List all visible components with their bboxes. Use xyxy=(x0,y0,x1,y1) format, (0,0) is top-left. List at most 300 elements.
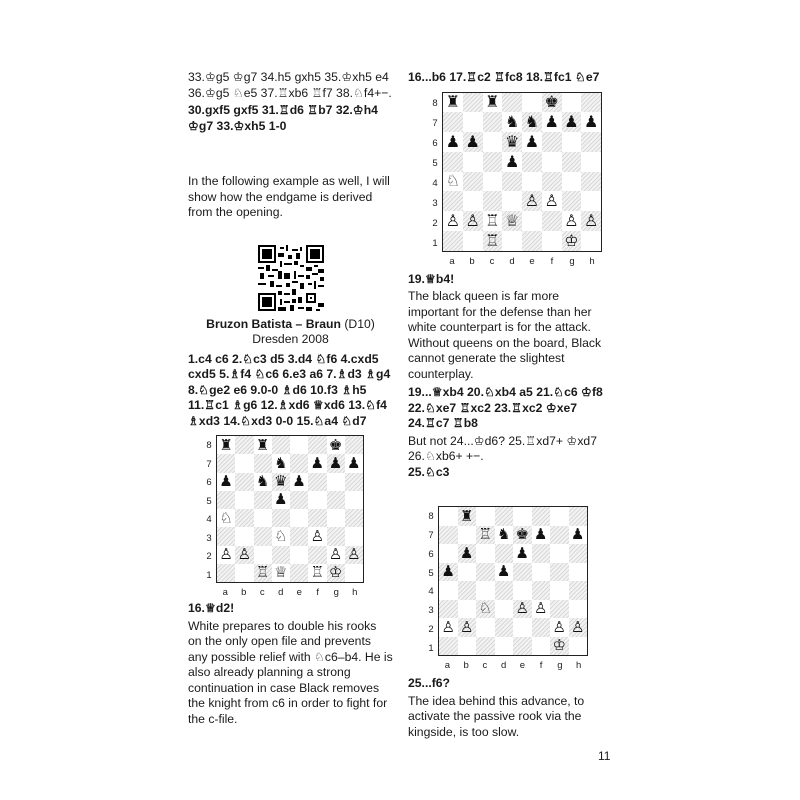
square-f6 xyxy=(542,132,562,152)
square-a8 xyxy=(217,436,235,454)
square-b8 xyxy=(463,93,483,113)
square-a5 xyxy=(443,152,463,172)
file-label: d xyxy=(500,660,507,671)
square-g5 xyxy=(327,491,345,509)
square-g5 xyxy=(562,152,582,172)
square-h4 xyxy=(581,172,601,192)
chess-piece: ♟ xyxy=(504,151,520,171)
rank-label: 8 xyxy=(428,511,434,523)
square-f7 xyxy=(308,454,326,472)
square-a3 xyxy=(443,191,463,211)
chess-piece: ♟ xyxy=(460,543,474,562)
square-e3 xyxy=(522,191,542,211)
square-h7 xyxy=(345,454,363,472)
square-a6 xyxy=(217,473,235,491)
square-a1 xyxy=(217,564,235,582)
file-label: e xyxy=(296,587,302,598)
square-c2 xyxy=(483,211,503,231)
square-h6 xyxy=(345,473,363,491)
square-g3 xyxy=(562,191,582,211)
file-label: h xyxy=(589,255,595,267)
square-a5 xyxy=(439,563,458,582)
square-e6 xyxy=(513,544,532,563)
square-g3 xyxy=(327,527,345,545)
chess-piece: ♙ xyxy=(310,526,325,545)
file-label: b xyxy=(241,587,247,598)
square-h3 xyxy=(569,600,588,619)
chess-piece: ♚ xyxy=(515,525,529,544)
square-f3 xyxy=(532,600,551,619)
square-g3 xyxy=(550,600,569,619)
file-label: c xyxy=(489,255,495,267)
square-b4 xyxy=(463,172,483,192)
rank-label: 2 xyxy=(428,623,434,635)
square-d6 xyxy=(272,473,290,491)
square-e2 xyxy=(513,618,532,637)
game-event: Dresden 2008 xyxy=(252,332,329,346)
square-a8 xyxy=(439,507,458,526)
square-d1 xyxy=(272,564,290,582)
moves-16-black: 16...b6 17.♖c2 ♖fc8 18.♖fc1 ♘e7 xyxy=(408,70,600,84)
square-h3 xyxy=(581,191,601,211)
square-a7 xyxy=(217,454,235,472)
square-d8 xyxy=(502,93,522,113)
square-h5 xyxy=(581,152,601,172)
chess-piece: ♟ xyxy=(524,131,540,151)
square-a4 xyxy=(217,509,235,527)
square-g2 xyxy=(550,618,569,637)
square-e8 xyxy=(290,436,308,454)
square-d6 xyxy=(502,132,522,152)
rank-label: 7 xyxy=(206,458,212,470)
intro-paragraph: In the following example as well, I will show how the endgame is derived from the opening. xyxy=(188,174,390,219)
rank-label: 8 xyxy=(432,97,438,109)
square-b5 xyxy=(458,563,477,582)
square-g5 xyxy=(550,563,569,582)
square-a2 xyxy=(439,618,458,637)
square-d4 xyxy=(502,172,522,192)
square-b2 xyxy=(235,546,253,564)
rank-label: 5 xyxy=(206,495,212,507)
square-d1 xyxy=(495,637,514,656)
moves-game-end: 30.gxf5 gxf5 31.♖d6 ♖b7 32.♔h4 ♔g7 33.♔xh5 1-0 xyxy=(188,103,378,133)
square-f6 xyxy=(532,544,551,563)
square-a3 xyxy=(439,600,458,619)
square-f7 xyxy=(542,112,562,132)
square-e7 xyxy=(290,454,308,472)
chess-diagram-1 xyxy=(188,435,393,597)
square-h6 xyxy=(569,544,588,563)
chess-piece: ♟ xyxy=(497,562,511,581)
file-label: c xyxy=(482,660,488,671)
chess-piece: ♖ xyxy=(310,563,325,582)
chess-piece: ♙ xyxy=(328,545,343,564)
chess-piece: ♖ xyxy=(485,230,500,250)
rank-label: 6 xyxy=(206,477,212,489)
rank-label: 1 xyxy=(428,642,434,654)
square-d5 xyxy=(272,491,290,509)
moves-continuation: 33.♔g5 ♔g7 34.h5 gxh5 35.♔xh5 e4 36.♔g5 ♘e5 37.♖xb6 ♖f7 38.♘f4+−. xyxy=(188,70,392,100)
square-h1 xyxy=(569,637,588,656)
square-c4 xyxy=(476,581,495,600)
chess-piece: ♜ xyxy=(460,506,474,525)
square-b3 xyxy=(463,191,483,211)
square-b2 xyxy=(458,618,477,637)
square-d6 xyxy=(495,544,514,563)
square-e1 xyxy=(522,231,542,251)
square-c7 xyxy=(483,112,503,132)
chess-piece: ♟ xyxy=(347,453,361,472)
square-e8 xyxy=(513,507,532,526)
chess-piece: ♟ xyxy=(445,131,461,151)
square-h8 xyxy=(569,507,588,526)
rank-label: 5 xyxy=(428,567,434,579)
square-f8 xyxy=(542,93,562,113)
square-c3 xyxy=(254,527,272,545)
square-g2 xyxy=(327,546,345,564)
chess-piece: ♙ xyxy=(347,545,361,564)
square-b1 xyxy=(463,231,483,251)
page-number: 11 xyxy=(598,749,611,763)
square-c7 xyxy=(254,454,272,472)
square-g4 xyxy=(550,581,569,600)
square-e3 xyxy=(290,527,308,545)
chess-piece: ♟ xyxy=(465,131,480,151)
square-e8 xyxy=(522,93,542,113)
file-label: g xyxy=(557,660,563,671)
square-e5 xyxy=(522,152,542,172)
square-b7 xyxy=(458,526,477,545)
square-f5 xyxy=(308,491,326,509)
chess-piece: ♖ xyxy=(255,563,270,582)
square-e5 xyxy=(513,563,532,582)
square-h6 xyxy=(581,132,601,152)
chessboard xyxy=(216,435,364,583)
square-c6 xyxy=(254,473,272,491)
rank-label: 4 xyxy=(206,514,212,526)
square-e6 xyxy=(522,132,542,152)
square-d2 xyxy=(272,546,290,564)
square-a1 xyxy=(443,231,463,251)
move-19: 19.♕b4! xyxy=(408,271,455,286)
chess-piece: ♘ xyxy=(445,171,461,191)
chess-piece: ♙ xyxy=(460,617,474,636)
rank-label: 6 xyxy=(432,137,438,149)
move-16: 16.♕d2! xyxy=(188,601,235,615)
chess-piece: ♙ xyxy=(445,210,461,230)
chess-piece: ♟ xyxy=(515,543,529,562)
rank-label: 3 xyxy=(428,605,434,617)
square-d2 xyxy=(495,618,514,637)
square-d3 xyxy=(502,191,522,211)
square-g8 xyxy=(327,436,345,454)
chess-piece: ♞ xyxy=(274,453,288,472)
rank-label: 8 xyxy=(206,440,212,452)
square-d4 xyxy=(495,581,514,600)
square-a7 xyxy=(443,112,463,132)
square-e7 xyxy=(513,526,532,545)
square-d8 xyxy=(272,436,290,454)
square-c6 xyxy=(476,544,495,563)
chess-piece: ♙ xyxy=(534,599,548,618)
chess-piece: ♙ xyxy=(564,210,579,230)
square-f5 xyxy=(542,152,562,172)
square-b7 xyxy=(463,112,483,132)
square-d1 xyxy=(502,231,522,251)
square-a7 xyxy=(439,526,458,545)
square-d2 xyxy=(502,211,522,231)
file-label: f xyxy=(316,587,320,598)
rank-label: 4 xyxy=(428,586,434,598)
file-label: f xyxy=(550,255,554,267)
square-a8 xyxy=(443,93,463,113)
square-h8 xyxy=(345,436,363,454)
file-label: g xyxy=(333,587,339,598)
square-h5 xyxy=(569,563,588,582)
square-f1 xyxy=(542,231,562,251)
square-g7 xyxy=(562,112,582,132)
square-b5 xyxy=(463,152,483,172)
square-b6 xyxy=(235,473,253,491)
file-label: a xyxy=(449,255,455,267)
square-c8 xyxy=(483,93,503,113)
left-column xyxy=(188,70,393,727)
square-b5 xyxy=(235,491,253,509)
chess-piece: ♟ xyxy=(583,112,599,132)
square-g1 xyxy=(327,564,345,582)
square-b4 xyxy=(235,509,253,527)
rank-label: 1 xyxy=(432,237,438,249)
square-c1 xyxy=(476,637,495,656)
square-a3 xyxy=(217,527,235,545)
square-d5 xyxy=(502,152,522,172)
square-a2 xyxy=(217,546,235,564)
square-h3 xyxy=(345,527,363,545)
square-a5 xyxy=(217,491,235,509)
chess-piece: ♜ xyxy=(485,92,500,112)
square-d3 xyxy=(495,600,514,619)
chess-piece: ♙ xyxy=(219,545,233,564)
moves-main-line: 1.c4 c6 2.♘c3 d5 3.d4 ♘f6 4.cxd5 cxd5 5.♗f4 ♘c6 6.e3 a6 7.♗d3 ♗g4 8.♘ge2 e6 9.0-0 ♗d6 10.f3 ♗h5 11.♖c1 ♗g6 12.♗xd6 ♕xd6 13.♘f4 ♗xd3 14.♘xd3 0-0 15.♘a4 ♘d7 xyxy=(188,351,391,428)
square-c7 xyxy=(476,526,495,545)
square-f1 xyxy=(308,564,326,582)
chess-piece: ♜ xyxy=(219,435,233,454)
square-g7 xyxy=(550,526,569,545)
square-c2 xyxy=(476,618,495,637)
square-h2 xyxy=(345,546,363,564)
square-e2 xyxy=(290,546,308,564)
square-g4 xyxy=(562,172,582,192)
chess-piece: ♟ xyxy=(328,453,343,472)
square-f7 xyxy=(532,526,551,545)
square-d7 xyxy=(495,526,514,545)
square-g4 xyxy=(327,509,345,527)
comment-16: White prepares to double his rooks on the only open file and prevents any possible relief with ♘c6–b4. He is also already planning a strong continuation in case Black removes the knight from c6 in order to fight for the c-file. xyxy=(188,618,393,726)
file-label: e xyxy=(519,660,526,671)
rank-label: 2 xyxy=(206,551,212,563)
file-label: g xyxy=(569,255,575,267)
rank-label: 7 xyxy=(432,117,438,129)
right-column xyxy=(408,70,613,740)
square-a4 xyxy=(443,172,463,192)
game-players: Bruzon Batista – Braun xyxy=(206,316,341,331)
chess-piece: ♛ xyxy=(504,131,520,151)
square-c8 xyxy=(476,507,495,526)
rank-label: 2 xyxy=(432,217,438,229)
chess-piece: ♟ xyxy=(292,472,306,491)
file-label: a xyxy=(444,660,451,671)
square-h4 xyxy=(569,581,588,600)
chess-piece: ♙ xyxy=(571,617,585,636)
square-b3 xyxy=(235,527,253,545)
chess-diagram-3 xyxy=(408,506,613,672)
square-d5 xyxy=(495,563,514,582)
chess-piece: ♕ xyxy=(504,210,520,230)
chess-piece: ♟ xyxy=(544,112,559,132)
square-c4 xyxy=(254,509,272,527)
chess-piece: ♘ xyxy=(219,508,233,527)
chess-piece: ♘ xyxy=(478,599,492,618)
square-e6 xyxy=(290,473,308,491)
square-h4 xyxy=(345,509,363,527)
square-e7 xyxy=(522,112,542,132)
file-label: b xyxy=(469,255,475,267)
square-h7 xyxy=(581,112,601,132)
square-d7 xyxy=(272,454,290,472)
file-label: h xyxy=(575,660,582,671)
square-b8 xyxy=(235,436,253,454)
square-c1 xyxy=(254,564,272,582)
square-h1 xyxy=(345,564,363,582)
chessboard xyxy=(438,506,588,656)
square-b1 xyxy=(458,637,477,656)
chess-piece: ♙ xyxy=(583,210,599,230)
rank-label: 3 xyxy=(206,532,212,544)
square-h2 xyxy=(581,211,601,231)
square-b1 xyxy=(235,564,253,582)
square-e4 xyxy=(513,581,532,600)
chess-piece: ♔ xyxy=(328,563,343,582)
square-b3 xyxy=(458,600,477,619)
square-g1 xyxy=(550,637,569,656)
comment-19: The black queen is far more important for the defense than her white counterpart is for the attack. Without queens on the board, Black cannot generate the slightest counterplay. xyxy=(408,289,602,381)
rank-label: 7 xyxy=(428,530,434,542)
square-c3 xyxy=(483,191,503,211)
square-a1 xyxy=(439,637,458,656)
chess-piece: ♚ xyxy=(544,92,559,112)
square-g8 xyxy=(550,507,569,526)
square-h1 xyxy=(581,231,601,251)
square-c6 xyxy=(483,132,503,152)
square-b8 xyxy=(458,507,477,526)
square-d4 xyxy=(272,509,290,527)
square-a6 xyxy=(439,544,458,563)
square-e5 xyxy=(290,491,308,509)
file-label: c xyxy=(259,587,265,598)
chess-piece: ♖ xyxy=(478,525,492,544)
square-c5 xyxy=(476,563,495,582)
square-f3 xyxy=(542,191,562,211)
square-f2 xyxy=(542,211,562,231)
chess-piece: ♞ xyxy=(524,112,540,132)
rank-label: 4 xyxy=(432,177,438,189)
square-c5 xyxy=(483,152,503,172)
chess-piece: ♜ xyxy=(255,435,270,454)
square-g6 xyxy=(550,544,569,563)
square-c3 xyxy=(476,600,495,619)
chess-piece: ♞ xyxy=(504,112,520,132)
square-f8 xyxy=(532,507,551,526)
rank-label: 3 xyxy=(432,197,438,209)
chess-piece: ♔ xyxy=(564,230,579,250)
rank-label: 5 xyxy=(432,157,438,169)
square-e2 xyxy=(522,211,542,231)
comment-25: The idea behind this advance, to activate the passive rook via the kingside, is too slow. xyxy=(408,693,585,739)
square-d8 xyxy=(495,507,514,526)
rank-label: 6 xyxy=(428,548,434,560)
chess-piece: ♟ xyxy=(219,472,233,491)
chess-piece: ♟ xyxy=(534,525,548,544)
chess-piece: ♘ xyxy=(274,526,288,545)
file-label: e xyxy=(529,255,535,267)
square-g7 xyxy=(327,454,345,472)
square-f3 xyxy=(308,527,326,545)
square-c1 xyxy=(483,231,503,251)
square-d3 xyxy=(272,527,290,545)
file-label: b xyxy=(463,660,469,671)
chessboard xyxy=(442,92,602,252)
square-e3 xyxy=(513,600,532,619)
square-e1 xyxy=(290,564,308,582)
square-b2 xyxy=(463,211,483,231)
square-h8 xyxy=(581,93,601,113)
move-25: 25.♘c3 xyxy=(408,464,450,479)
square-g6 xyxy=(327,473,345,491)
square-f1 xyxy=(532,637,551,656)
square-b6 xyxy=(458,544,477,563)
move-25-black: 25...f6? xyxy=(408,676,450,690)
square-f4 xyxy=(532,581,551,600)
chess-piece: ♙ xyxy=(524,191,540,211)
chess-piece: ♙ xyxy=(544,191,559,211)
chess-piece: ♜ xyxy=(445,92,461,112)
square-f5 xyxy=(532,563,551,582)
game-heading xyxy=(188,317,393,333)
chess-piece: ♟ xyxy=(564,112,579,132)
square-c5 xyxy=(254,491,272,509)
chess-piece: ♟ xyxy=(441,562,455,581)
chess-piece: ♞ xyxy=(255,472,270,491)
square-f6 xyxy=(308,473,326,491)
square-g6 xyxy=(562,132,582,152)
square-g1 xyxy=(562,231,582,251)
file-label: a xyxy=(222,587,228,598)
rank-label: 1 xyxy=(206,569,212,581)
chess-piece: ♙ xyxy=(465,210,480,230)
chess-piece: ♚ xyxy=(328,435,343,454)
square-c2 xyxy=(254,546,272,564)
square-f8 xyxy=(308,436,326,454)
chess-diagram-2 xyxy=(408,92,613,268)
chess-piece: ♕ xyxy=(274,563,288,582)
square-h5 xyxy=(345,491,363,509)
square-h7 xyxy=(569,526,588,545)
chess-piece: ♛ xyxy=(274,472,288,491)
square-a2 xyxy=(443,211,463,231)
chess-piece: ♖ xyxy=(485,210,500,230)
square-a4 xyxy=(439,581,458,600)
square-b6 xyxy=(463,132,483,152)
